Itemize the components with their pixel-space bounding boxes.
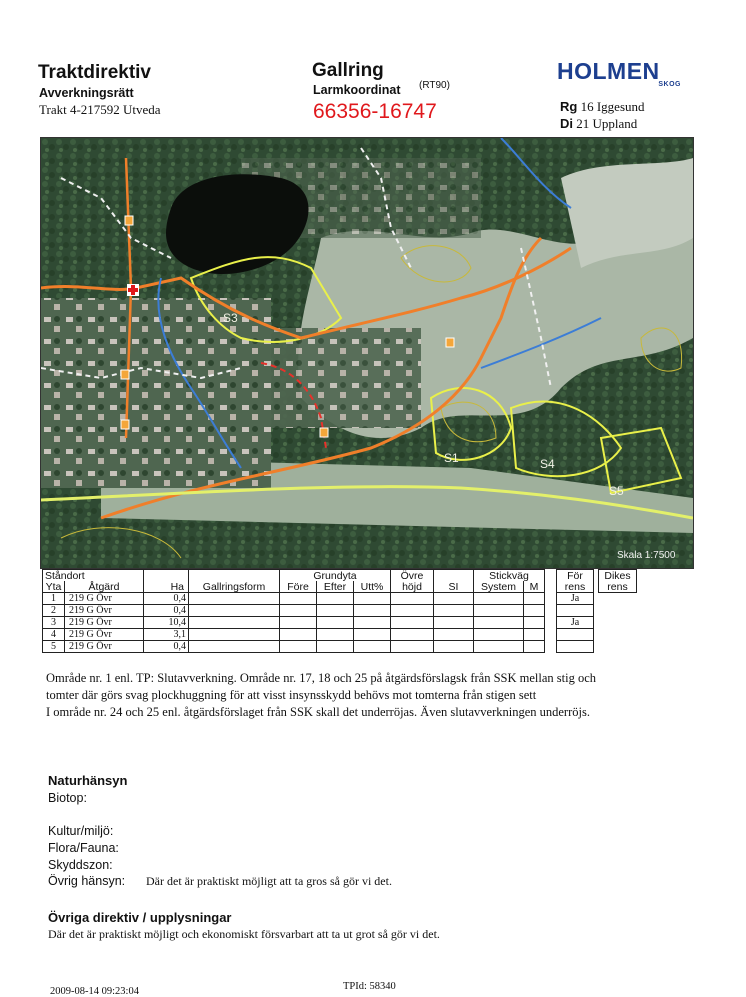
row-ha: 10,4 [144, 617, 189, 629]
row-ha: 0,4 [144, 641, 189, 653]
aerial-map [40, 137, 694, 569]
district-label: Di [560, 116, 573, 131]
row-code: 219 [69, 604, 84, 616]
notes-line: Område nr. 1 enl. TP: Slutavverkning. Område nr. 17, 18 och 25 på åtgärdsförslagsk från SSK mellan stig och [46, 671, 597, 685]
header-hojd: höjd [391, 581, 434, 593]
header-ovre: Övre [391, 570, 434, 582]
stand-label-s4: S4 [540, 457, 555, 471]
logo-wordmark: HOLMEN [557, 58, 660, 84]
first-aid-marker [127, 284, 139, 296]
table-row [43, 605, 545, 617]
row-code: 219 [69, 640, 84, 652]
biotop-label: Biotop: [48, 791, 87, 805]
flora-label: Flora/Fauna: [48, 841, 119, 855]
row-atgard [65, 641, 144, 653]
forrens-value [557, 629, 594, 641]
skyddszon-label: Skyddszon: [48, 858, 113, 872]
row-ha: 0,4 [144, 605, 189, 617]
region-label: Rg [560, 99, 578, 114]
header-ha: Ha [144, 581, 189, 593]
ovrig-hansyn-label: Övrig hänsyn: [48, 874, 126, 888]
region-line [560, 99, 645, 115]
site-marker [446, 338, 454, 347]
dikesrens-table [598, 569, 637, 593]
table-row [43, 641, 545, 653]
row-atgard-text: G Övr [86, 604, 112, 616]
header-standort: Ståndort [43, 570, 144, 582]
header-si: SI [434, 581, 474, 593]
row-atgard-text: G Övr [86, 592, 112, 604]
region-value: 16 Iggesund [580, 99, 645, 114]
row-yta: 4 [43, 629, 65, 641]
table-row [43, 593, 545, 605]
header-for-rens: rens [557, 581, 594, 593]
map-scale: Skala 1:7500 [617, 550, 676, 561]
stand-table [42, 569, 545, 653]
header-utt: Utt% [354, 581, 391, 593]
ovriga-direktiv-heading: Övriga direktiv / upplysningar [48, 910, 232, 925]
tp-id: TPId: 58340 [343, 981, 396, 992]
ovrig-hansyn-value: Där det är praktiskt möjligt att ta gros så gör vi det. [146, 874, 392, 888]
row-atgard [65, 617, 144, 629]
row-ha: 0,4 [144, 593, 189, 605]
notes-line: I område nr. 24 och 25 enl. åtgärdsförslaget från SSK skall det underröjas. Även slutavverkningen underröjs. [46, 705, 590, 719]
trakt-id: Trakt 4-217592 Utveda [39, 102, 161, 117]
cut-type: Gallring [312, 60, 384, 81]
kultur-label: Kultur/miljö: [48, 824, 114, 838]
forrens-value [557, 605, 594, 617]
row-code: 219 [69, 628, 84, 640]
header-yta: Yta [43, 581, 65, 593]
alarm-coordinate-label [313, 83, 401, 97]
header-for: För [557, 570, 594, 582]
stand-label-s5: S5 [609, 484, 624, 498]
site-marker [121, 370, 129, 379]
header-dikes-rens: rens [599, 581, 637, 593]
ovriga-direktiv-text: Där det är praktiskt möjligt och ekonomiskt försvarbart att ta ut grot så gör vi det. [48, 927, 440, 941]
row-atgard-text: G Övr [86, 640, 112, 652]
row-yta: 1 [43, 593, 65, 605]
row-yta: 5 [43, 641, 65, 653]
alarm-coordinates: 66356-16747 [313, 100, 437, 123]
row-ha: 3,1 [144, 629, 189, 641]
district-line [560, 116, 637, 132]
header-atgard: Åtgärd [65, 581, 144, 593]
notes-line: tomter där görs svag plockhuggning för att visst insynsskydd behövs mot tomterna från stigen sett [46, 688, 537, 702]
header-efter: Efter [317, 581, 354, 593]
table-row [43, 629, 545, 641]
logo-subtext: SKOG [658, 81, 681, 88]
stand-label-s1: S1 [444, 451, 459, 465]
holmen-logo [555, 58, 683, 90]
table-row [43, 617, 545, 629]
header-system: System [474, 581, 524, 593]
row-atgard-text: G Övr [86, 628, 112, 640]
header-fore: Före [280, 581, 317, 593]
notes-block [46, 670, 696, 721]
forrens-table [556, 569, 594, 653]
forrens-value: Ja [557, 617, 594, 629]
forrens-value [557, 641, 594, 653]
header-dikes: Dikes [599, 570, 637, 582]
forrens-value: Ja [557, 593, 594, 605]
row-yta: 3 [43, 617, 65, 629]
coordinate-system: (RT90) [419, 80, 450, 91]
row-atgard-text: G Övr [86, 616, 112, 628]
print-timestamp: 2009-08-14 09:23:04 [50, 986, 139, 997]
document-title: Traktdirektiv [38, 62, 151, 83]
header-m: M [524, 581, 545, 593]
header-gallringsform: Gallringsform [189, 581, 280, 593]
site-marker [125, 216, 133, 225]
document-subtitle: Avverkningsrätt [39, 86, 134, 100]
header-grundyta: Grundyta [280, 570, 391, 582]
stand-label-s3: S3 [223, 311, 238, 325]
site-marker [121, 420, 129, 429]
row-code: 219 [69, 616, 84, 628]
row-atgard [65, 605, 144, 617]
district-value: 21 Uppland [576, 116, 638, 131]
row-atgard [65, 593, 144, 605]
residential-area-center [271, 328, 421, 428]
alarm-coordinate-text: Larmkoordinat [313, 83, 401, 97]
site-marker [320, 428, 328, 437]
naturhansyn-heading: Naturhänsyn [48, 773, 128, 788]
row-yta: 2 [43, 605, 65, 617]
header-stickvag: Stickväg [474, 570, 545, 582]
row-code: 219 [69, 592, 84, 604]
row-atgard [65, 629, 144, 641]
map-svg [41, 138, 693, 568]
